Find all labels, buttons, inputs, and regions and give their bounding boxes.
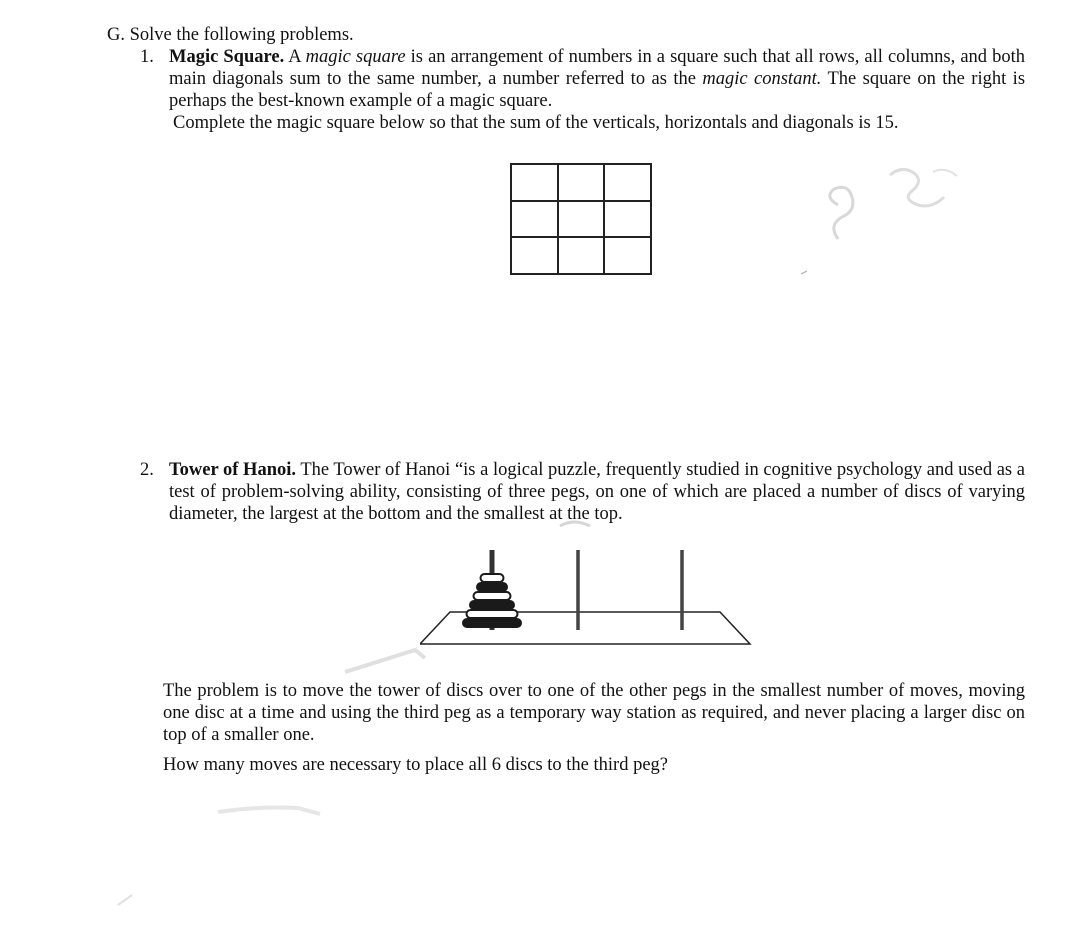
hanoi-discs [463,574,521,627]
hanoi-disc-1 [463,619,521,627]
hanoi-disc-3 [470,601,514,609]
problem-2 [140,459,1025,525]
problem-2-text [169,459,1025,525]
problem-2-description: The Tower of Hanoi “is a logical puzzle, frequently studied in cognitive psychology and used as a test of problem-solving ability, consisting of three pegs, on one of which are placed a number of discs of varying diameter, the largest at the bottom and the smallest at the top. [169,460,1025,524]
problem-1-text-c: The square on the right is perhaps the best-known example of a magic square. [169,69,1026,111]
problem-2-question: How many moves are necessary to place all 6 discs to the third peg? [163,755,668,775]
hanoi-disc-2 [467,610,518,618]
section-heading: G. Solve the following problems. [107,25,354,45]
problem-1-text-b: is an arrangement of numbers in a square such that all rows, all columns, and both main diagonals sum to the same number, a number referred to as the [169,47,1025,89]
problem-1-number: 1. [140,47,154,67]
problem-1-title: Magic Square. [169,47,285,67]
term-magic-square: magic square [305,47,406,67]
problem-2-number: 2. [140,460,154,480]
hanoi-disc-5 [477,583,507,591]
term-magic-constant: magic constant. [702,69,822,89]
hanoi-disc-6 [481,574,504,582]
problem-1-text-a: A [284,47,306,67]
hanoi-disc-4 [474,592,511,600]
problem-1-instruction: Complete the magic square below so that the sum of the verticals, horizontals and diagonals is 15. [173,113,899,133]
problem-2-explanation: The problem is to move the tower of discs over to one of the other pegs in the smallest number of moves, moving one disc at a time and using the third peg as a temporary way station as required, and never placing a larger disc on top of a smaller one. [163,681,1025,745]
problem-2-title: Tower of Hanoi. [169,460,296,480]
tower-of-hanoi-diagram [420,540,770,650]
